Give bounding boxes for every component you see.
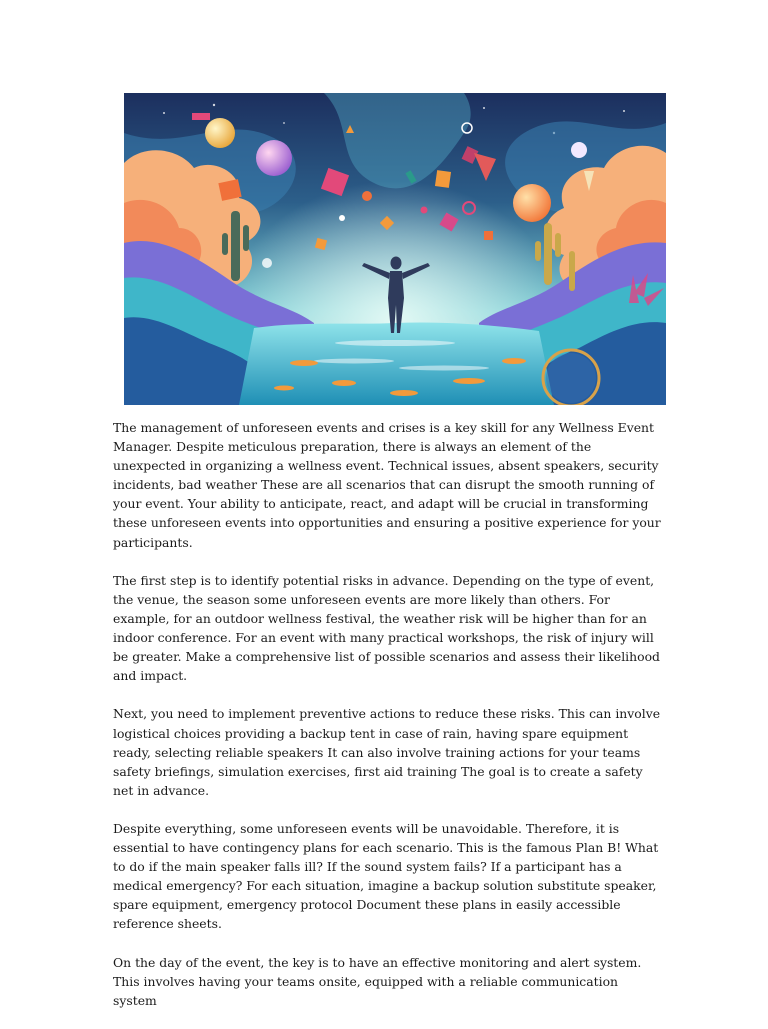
paragraph-1: The management of unforeseen events and crises is a key skill for any Wellness Event Manager. Despite meticulous preparation, there is always an element of the unexpected in organizing a wellness event. Technical issues, absent speakers, security incidents, bad weather These are all scenarios that can disrupt the smooth running of your event. Your ability to anticipate, react, and adapt will be crucial in transforming these unforeseen events into opportunities and ensuring a positive experience for your participants. <box>113 420 661 550</box>
planet-orb-icon <box>205 118 235 148</box>
paragraph-2: The first step is to identify potential risks in advance. Depending on the type of event, the venue, the season some unforeseen events are more likely than others. For example, for an outdoor wellness festival, the weather risk will be higher than for an indoor conference. For an event with many practical workshops, the risk of injury will be greater. Make a comprehensive list of possible scenarios and assess their likelihood and impact. <box>113 572 660 684</box>
paragraph-3: Next, you need to implement preventive actions to reduce these risks. This can involve logistical choices providing a backup tent in case of rain, having spare equipment ready, selecting reliable speakers It can also involve training actions for your teams safety briefings, simulation exercises, first aid training The goal is to create a safety net in advance. <box>113 706 661 798</box>
crystal-ball-glass <box>546 353 596 403</box>
document-body <box>113 418 661 1029</box>
planet-orb-icon <box>571 142 587 158</box>
planet-orb-icon <box>513 184 551 222</box>
planet-orb-icon <box>256 140 292 176</box>
illustration-svg <box>124 93 666 405</box>
paragraph-5: On the day of the event, the key is to have an effective monitoring and alert system. This involves having your teams onsite, equipped with a reliable communication system <box>113 954 642 1008</box>
planet-orb-icon <box>262 258 272 268</box>
paragraph-4: Despite everything, some unforeseen events will be unavoidable. Therefore, it is essential to have contingency plans for each scenario. This is the famous Plan B! What to do if the main speaker falls ill? If the sound system fails? If a participant has a medical emergency? For each situation, imagine a backup solution substitute speaker, spare equipment, emergency protocol Document these plans in easily accessible reference sheets. <box>113 820 659 932</box>
hero-illustration <box>124 93 666 405</box>
